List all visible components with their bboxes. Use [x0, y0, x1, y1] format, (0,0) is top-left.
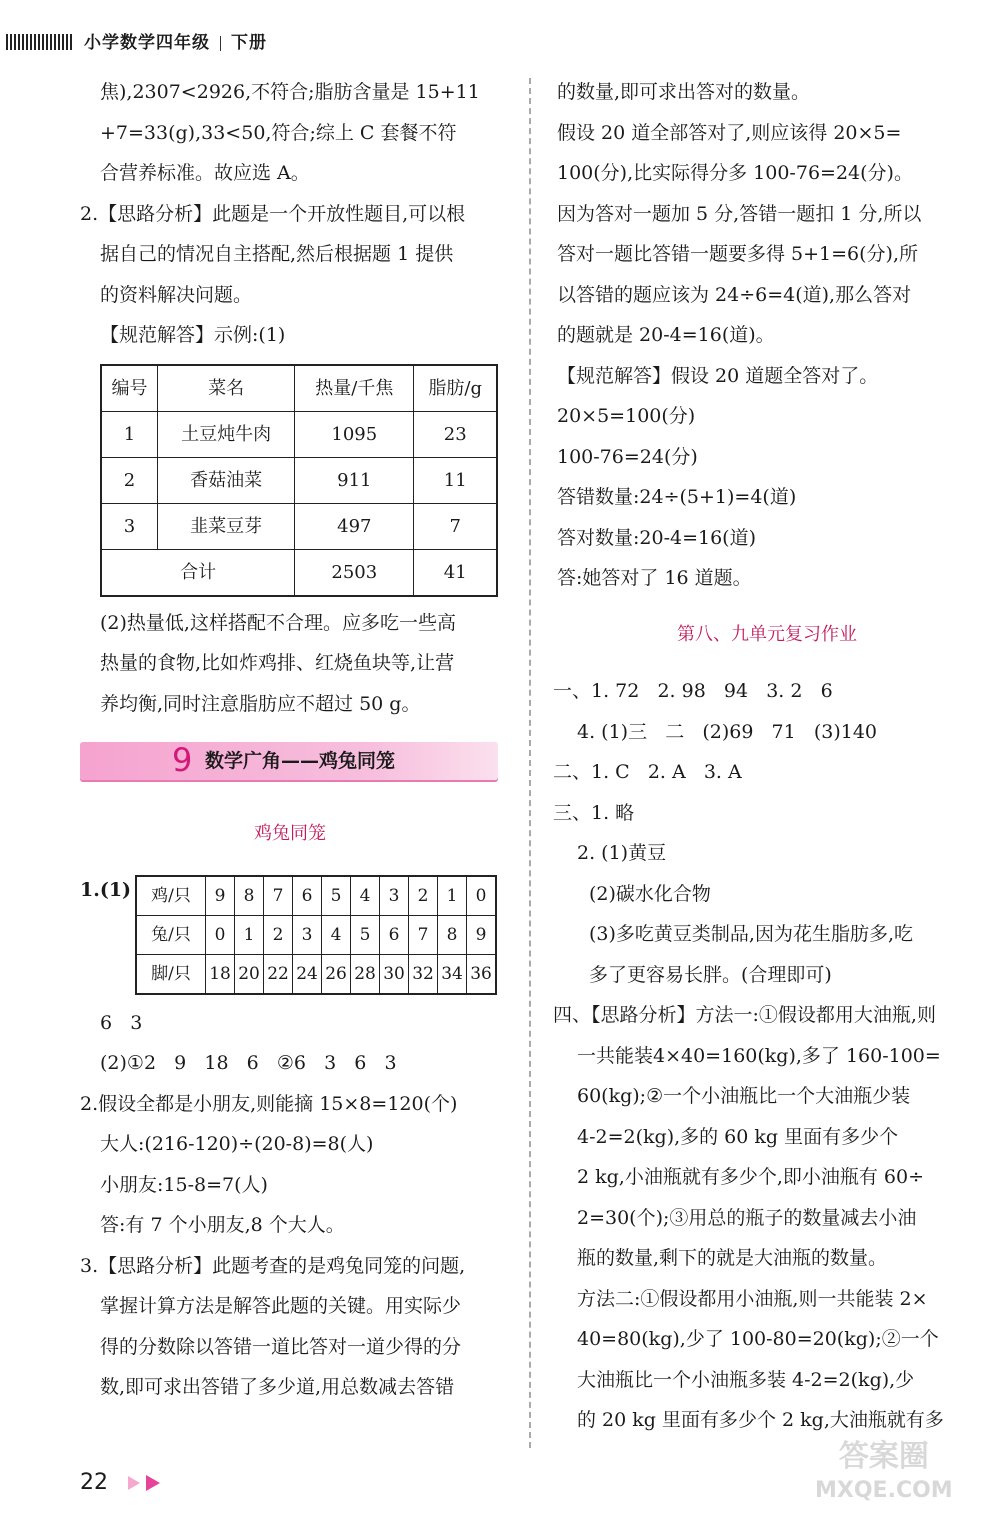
table-cell: 23: [414, 411, 497, 457]
text-line: 据自己的情况自主搭配,然后根据题 1 提供: [100, 243, 454, 265]
table-row: [136, 876, 496, 916]
table-cell: 30: [380, 954, 409, 994]
answer-line: (2)碳水化合物: [589, 882, 711, 905]
table-cell: 2: [264, 915, 293, 954]
table-cell: 20: [235, 954, 264, 994]
text-line: 答错数量:24÷(5+1)=4(道): [557, 486, 797, 508]
after-table-block: [80, 603, 500, 725]
text-line: 以答错的题应该为 24÷6=4(道),那么答对: [557, 283, 912, 306]
table-cell: 5: [351, 915, 380, 954]
question-4-line: 四、【思路分析】方法一:①假设都用大油瓶,则: [553, 1004, 936, 1026]
table-cell: 0: [206, 915, 235, 954]
table-cell: 8: [235, 876, 264, 916]
table-cell: 3: [293, 915, 322, 954]
table-cell: 1: [101, 411, 158, 457]
chapter-number: 9: [172, 741, 193, 779]
chapter-title: 数学广角——鸡兔同笼: [205, 750, 396, 772]
table-row: [101, 503, 497, 549]
table-cell: 22: [264, 954, 293, 994]
answer-label: 【规范解答】示例:(1): [100, 324, 286, 346]
text-line: 大油瓶比一个小油瓶多装 4-2=2(kg),少: [577, 1368, 915, 1391]
table-cell: 2: [101, 457, 158, 503]
table-cell: 4: [322, 915, 351, 954]
page-number: 22: [80, 1470, 108, 1495]
text-line: +7=33(g),33<50,符合;综上 C 套餐不符: [100, 121, 457, 144]
text-line: 答对一题比答错一题要多得 5+1=6(分),所: [557, 243, 919, 265]
watermark-line: MXQE.COM: [815, 1478, 953, 1503]
text-line: 40=80(kg),少了 100-80=20(kg);②一个: [577, 1328, 939, 1350]
left-column: [80, 72, 500, 1408]
table-cell: 497: [295, 503, 414, 549]
header-barcode-decoration: [6, 34, 72, 50]
question-2-line: 2.【思路分析】此题是一个开放性题目,可以根: [80, 202, 466, 225]
answer-line: 一、1. 72 2. 98 94 3. 2 6: [553, 680, 833, 702]
text-line: (2)热量低,这样搭配不合理。应多吃一些高: [100, 611, 456, 634]
table-cell: 11: [414, 457, 497, 503]
table-cell: 合计: [101, 549, 295, 596]
header-volume: 下册: [231, 33, 267, 53]
table-cell: 36: [467, 954, 497, 994]
table-row: [101, 457, 497, 503]
text-line: 小朋友:15-8=7(人): [100, 1173, 268, 1196]
table-row: [136, 915, 496, 954]
table-cell: 7: [414, 503, 497, 549]
table-cell: 7: [409, 915, 438, 954]
text-line: 2 kg,小油瓶就有多少个,即小油瓶有 60÷: [577, 1166, 925, 1188]
question-1-block: [80, 875, 500, 995]
question-2b-line: 2.假设全都是小朋友,则能摘 15×8=120(个): [80, 1092, 458, 1115]
text-line: 100(分),比实际得分多 100-76=24(分)。: [557, 162, 913, 184]
table-cell: 3: [101, 503, 158, 549]
text-line: 答:她答对了 16 道题。: [557, 567, 752, 589]
answer-line: 二、1. C 2. A 3. A: [553, 761, 742, 783]
left-top-block: [80, 72, 500, 194]
section-title: 鸡兔同笼: [254, 823, 326, 844]
answer-line: (3)多吃黄豆类制品,因为花生脂肪多,吃: [589, 923, 913, 945]
table-header-cell: 热量/千焦: [295, 365, 414, 412]
table-cell: 26: [322, 954, 351, 994]
text-line: 60(kg);②一个小油瓶比一个大油瓶少装: [577, 1085, 911, 1107]
text-line: 【规范解答】假设 20 道题全答对了。: [557, 364, 879, 387]
table-cell: 7: [264, 876, 293, 916]
table-cell: 41: [414, 549, 497, 596]
menu-table: [100, 364, 498, 597]
table-cell: 2: [409, 876, 438, 916]
text-line: (2)①2 9 18 6 ②6 3 6 3: [100, 1052, 397, 1074]
text-line: 养均衡,同时注意脂肪应不超过 50 g。: [100, 692, 421, 715]
text-line: 的资料解决问题。: [100, 283, 253, 306]
table-header-cell: 脂肪/g: [414, 365, 497, 412]
table-header-row: [101, 365, 497, 412]
table-cell: 8: [438, 915, 467, 954]
table-cell: 0: [467, 876, 497, 916]
table-cell: 香菇油菜: [158, 457, 295, 503]
table-cell: 9: [206, 876, 235, 916]
question-1-label: 1.(1): [80, 878, 132, 901]
text-line: 热量的食物,比如炸鸡排、红烧鱼块等,让营: [100, 652, 455, 674]
text-line: 20×5=100(分): [557, 405, 696, 427]
table-cell: 1: [438, 876, 467, 916]
text-line: 100-76=24(分): [557, 445, 698, 468]
text-line: 的 20 kg 里面有多少个 2 kg,大油瓶就有多: [577, 1409, 944, 1431]
table-row-header: 脚/只: [136, 954, 206, 994]
answer-line: 三、1. 略: [553, 801, 635, 824]
text-line: 数,即可求出答错了多少道,用总数减去答错: [100, 1376, 455, 1398]
table-cell: 韭菜豆芽: [158, 503, 295, 549]
table-cell: 5: [322, 876, 351, 916]
text-line: 6 3: [100, 1011, 143, 1034]
table-cell: 32: [409, 954, 438, 994]
table-cell: 6: [293, 876, 322, 916]
header-separator: [220, 36, 221, 51]
table-cell: 34: [438, 954, 467, 994]
table-total-row: [101, 549, 497, 596]
text-line: 大人:(216-120)÷(20-8)=8(人): [100, 1133, 374, 1155]
text-line: 的数量,即可求出答对的数量。: [557, 81, 811, 103]
text-line: 一共能装4×40=160(kg),多了 160-100=: [577, 1044, 941, 1067]
section-title: 第八、九单元复习作业: [677, 623, 857, 645]
question-3-line: 3.【思路分析】此题考查的是鸡兔同笼的问题,: [80, 1254, 466, 1277]
table-row: [136, 954, 496, 994]
text-line: 得的分数除以答错一道比答对一道少得的分: [100, 1335, 462, 1358]
table-header-cell: 编号: [101, 365, 158, 412]
text-line: 方法二:①假设都用小油瓶,则一共能装 2×: [577, 1287, 928, 1310]
q1-answers: [80, 1003, 500, 1084]
table-row: [101, 411, 497, 457]
arrow-decoration-icon: [128, 1474, 172, 1492]
table-row-header: 鸡/只: [136, 876, 206, 916]
watermark: [815, 1440, 953, 1508]
table-cell: 911: [295, 457, 414, 503]
chicken-rabbit-table: [135, 875, 497, 995]
text-line: 2=30(个);③用总的瓶子的数量减去小油: [577, 1206, 917, 1229]
text-line: 合营养标准。故应选 A。: [100, 162, 310, 184]
chapter-banner: [80, 742, 498, 780]
answer-line: 2. (1)黄豆: [577, 842, 667, 864]
text-line: 答对数量:20-4=16(道): [557, 526, 757, 549]
running-header: [84, 28, 267, 53]
table-cell: 28: [351, 954, 380, 994]
text-line: 假设 20 道全部答对了,则应该得 20×5=: [557, 121, 902, 144]
text-line: 4-2=2(kg),多的 60 kg 里面有多少个: [577, 1125, 899, 1148]
table-cell: 4: [351, 876, 380, 916]
watermark-line: 答案圈: [838, 1439, 929, 1474]
column-divider: [529, 78, 531, 1448]
text-line: 答:有 7 个小朋友,8 个大人。: [100, 1214, 345, 1236]
table-cell: 1095: [295, 411, 414, 457]
table-cell: 6: [380, 915, 409, 954]
text-line: 掌握计算方法是解答此题的关键。用实际少: [100, 1295, 462, 1317]
text-line: 瓶的数量,剩下的就是大油瓶的数量。: [577, 1247, 888, 1269]
right-column: [553, 72, 977, 1441]
table-cell: 土豆炖牛肉: [158, 411, 295, 457]
header-title: 小学数学四年级: [84, 33, 210, 53]
answer-line: 4. (1)三 二 (2)69 71 (3)140: [577, 720, 878, 743]
table-row-header: 兔/只: [136, 915, 206, 954]
table-cell: 18: [206, 954, 235, 994]
text-line: 焦),2307<2926,不符合;脂肪含量是 15+11: [100, 81, 480, 103]
table-cell: 24: [293, 954, 322, 994]
table-cell: 1: [235, 915, 264, 954]
table-cell: 9: [467, 915, 497, 954]
answer-line: 多了更容易长胖。(合理即可): [589, 963, 832, 986]
table-cell: 2503: [295, 549, 414, 596]
table-header-cell: 菜名: [158, 365, 295, 412]
text-line: 的题就是 20-4=16(道)。: [557, 324, 775, 346]
text-line: 因为答对一题加 5 分,答错一题扣 1 分,所以: [557, 202, 922, 225]
table-cell: 3: [380, 876, 409, 916]
